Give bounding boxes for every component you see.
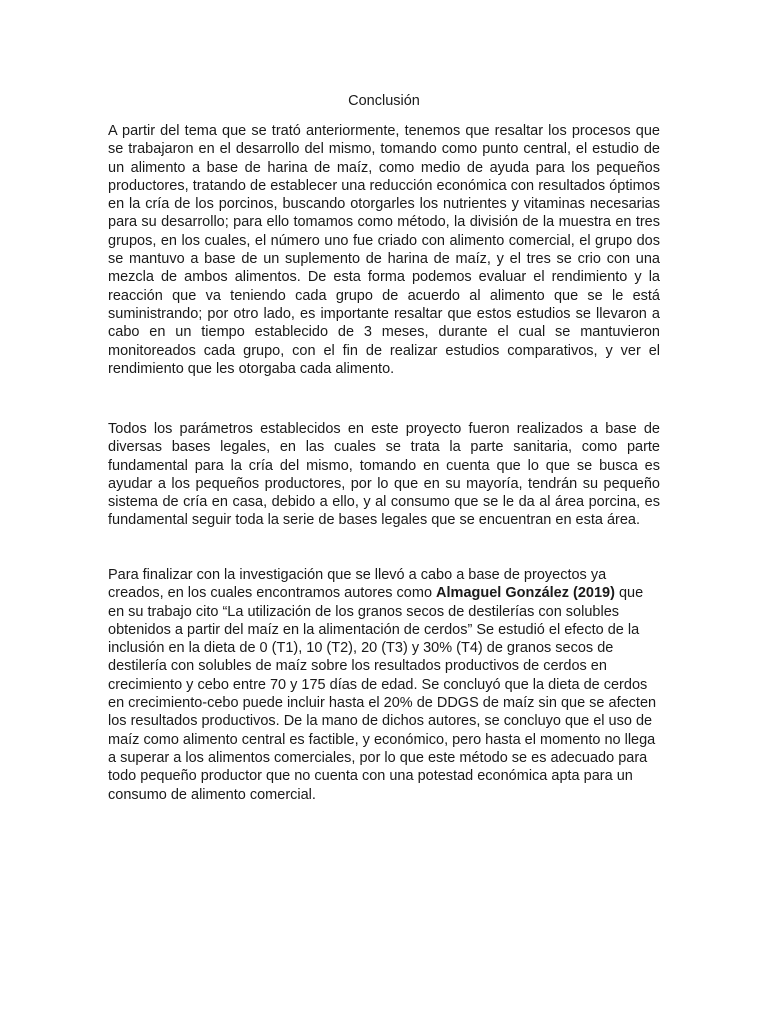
document-title: Conclusión bbox=[348, 93, 420, 109]
conclusion-paragraph-2: Todos los parámetros establecidos en este proyecto fueron realizados a base de diversas bases legales, en las cuales se trata la parte sanitaria, como parte fundamental para la cría del mismo, tomando en cuenta que lo que se busca es ayudar a los pequeños productores, por lo que en su mayoría, tendrán su pequeño sistema de cría en casa, debido a ello, y al consumo que se le da al área porcina, es fundamental seguir toda la serie de bases legales que se encuentran en esta área. bbox=[108, 421, 660, 529]
paragraph-3-intro-text: Para finalizar con la investigación que se llevó a cabo a base de proyectos ya creados, en los cuales encontramos autores como bbox=[108, 567, 607, 602]
author-citation: Almaguel González (2019) bbox=[436, 585, 615, 602]
conclusion-paragraph-1: A partir del tema que se trató anteriormente, tenemos que resaltar los procesos que se trabajaron en el desarrollo del mismo, tomando como punto central, el estudio de un alimento a base de harina de maíz, como medio de ayuda para los pequeños productores, tratando de establecer una reducción económica con resultados óptimos en la cría de los porcinos, buscando otorgarles los nutrientes y vitaminas necesarias para su desarrollo; para ello tomamos como método, la división de la muestra en tres grupos, en los cuales, el número uno fue criado con alimento comercial, el grupo dos se mantuvo a base de un suplemento de harina de maíz, y el tres se crio con una mezcla de ambos alimentos. De esta forma podemos evaluar el rendimiento y la reacción que va teniendo cada grupo de acuerdo al alimento que se le está suministrando; por otro lado, es importante resaltar que estos estudios se llevaron a cabo en un tiempo establecido de 3 meses, durante el cual se mantuvieron monitoreados cada grupo, con el fin de realizar estudios comparativos, y ver el rendimiento que les otorgaba cada alimento. bbox=[108, 123, 660, 377]
paragraph-3-body-text: que en su trabajo cito “La utilización de los granos secos de destilerías con solubles obtenidos a partir del maíz en la alimentación de cerdos” Se estudió el efecto de la inclusión en la dieta de 0 (T1), 10 (T2), 20 (T3) y 30% (T4) de granos secos de destilería con solubles de maíz sobre los resultados productivos de cerdos en crecimiento y cebo entre 70 y 175 días de edad. Se concluyó que la dieta de cerdos en crecimiento-cebo puede incluir hasta el 20% de DDGS de maíz sin que se afecten los resultados productivos. De la mano de dichos autores, se concluyo que el uso de maíz como alimento central es factible, y económico, pero hasta el momento no llega a superar a los alimentos comerciales, por lo que este método se es adecuado para todo pequeño productor que no cuenta con una potestad económica apta para un consumo de alimento comercial. bbox=[108, 585, 657, 803]
conclusion-paragraph-3 bbox=[108, 566, 660, 804]
